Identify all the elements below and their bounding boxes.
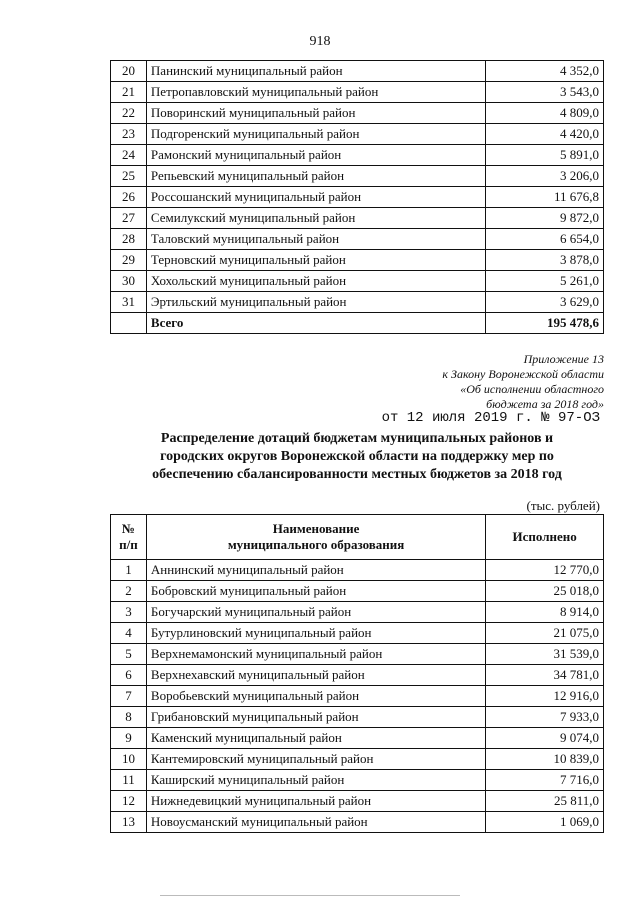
row-number: 28	[111, 229, 147, 250]
header-num-line2: п/п	[119, 537, 138, 552]
row-number: 9	[111, 728, 147, 749]
row-number: 6	[111, 665, 147, 686]
row-number: 13	[111, 812, 147, 833]
row-name: Панинский муниципальный район	[146, 61, 485, 82]
row-name: Верхнемамонский муниципальный район	[146, 644, 485, 665]
row-value: 34 781,0	[486, 665, 604, 686]
row-number: 21	[111, 82, 147, 103]
document-title	[110, 430, 604, 484]
header-value: Исполнено	[486, 515, 604, 560]
row-number: 5	[111, 644, 147, 665]
row-value: 25 018,0	[486, 581, 604, 602]
row-value: 7 716,0	[486, 770, 604, 791]
row-value: 9 074,0	[486, 728, 604, 749]
row-value: 4 809,0	[486, 103, 604, 124]
table-row	[111, 644, 604, 665]
row-name: Поворинский муниципальный район	[146, 103, 485, 124]
row-name: Воробьевский муниципальный район	[146, 686, 485, 707]
row-name: Семилукский муниципальный район	[146, 208, 485, 229]
row-name: Бутурлиновский муниципальный район	[146, 623, 485, 644]
table-row	[111, 560, 604, 581]
table-row	[111, 791, 604, 812]
row-number: 4	[111, 623, 147, 644]
row-value: 11 676,8	[486, 187, 604, 208]
appendix-line: к Закону Воронежской области	[442, 367, 604, 381]
appendix-line: Приложение 13	[523, 352, 604, 366]
row-number: 31	[111, 292, 147, 313]
appendix-header	[442, 352, 604, 412]
table-row	[111, 812, 604, 833]
table-row	[111, 208, 604, 229]
header-name	[146, 515, 485, 560]
header-num-line1: №	[121, 521, 135, 536]
row-value: 31 539,0	[486, 644, 604, 665]
row-value: 5 891,0	[486, 145, 604, 166]
row-number: 1	[111, 560, 147, 581]
row-name: Хохольский муниципальный район	[146, 271, 485, 292]
subsidies-table	[110, 514, 604, 833]
row-value: 8 914,0	[486, 602, 604, 623]
law-date-stamp: от 12 июля 2019 г. № 97-ОЗ	[381, 410, 600, 426]
row-name: Петропавловский муниципальный район	[146, 82, 485, 103]
table-row	[111, 665, 604, 686]
row-name: Кантемировский муниципальный район	[146, 749, 485, 770]
row-name: Подгоренский муниципальный район	[146, 124, 485, 145]
row-value: 12 916,0	[486, 686, 604, 707]
table-row	[111, 602, 604, 623]
row-name: Бобровский муниципальный район	[146, 581, 485, 602]
row-name: Каменский муниципальный район	[146, 728, 485, 749]
row-name: Россошанский муниципальный район	[146, 187, 485, 208]
row-number: 29	[111, 250, 147, 271]
row-number: 3	[111, 602, 147, 623]
table-row	[111, 728, 604, 749]
header-name-line2: муниципального образования	[227, 537, 405, 552]
table-row	[111, 166, 604, 187]
header-name-line1: Наименование	[272, 521, 360, 536]
row-name: Каширский муниципальный район	[146, 770, 485, 791]
row-number: 20	[111, 61, 147, 82]
table-row	[111, 187, 604, 208]
row-value: 3 878,0	[486, 250, 604, 271]
appendix-line: «Об исполнении областного	[460, 382, 604, 396]
row-number: 22	[111, 103, 147, 124]
row-number: 12	[111, 791, 147, 812]
row-value: 12 770,0	[486, 560, 604, 581]
row-value: 25 811,0	[486, 791, 604, 812]
row-name: Терновский муниципальный район	[146, 250, 485, 271]
page-bottom-divider	[160, 895, 460, 896]
row-name: Новоусманский муниципальный район	[146, 812, 485, 833]
table-row	[111, 623, 604, 644]
row-value: 7 933,0	[486, 707, 604, 728]
row-number: 26	[111, 187, 147, 208]
table-row	[111, 145, 604, 166]
row-number: 2	[111, 581, 147, 602]
row-value: 4 420,0	[486, 124, 604, 145]
title-line: городских округов Воронежской области на поддержку мер по	[160, 449, 554, 464]
table-row	[111, 292, 604, 313]
row-name: Нижнедевицкий муниципальный район	[146, 791, 485, 812]
total-value: 195 478,6	[486, 313, 604, 334]
table-row	[111, 707, 604, 728]
row-number: 10	[111, 749, 147, 770]
table-row	[111, 770, 604, 791]
total-label: Всего	[146, 313, 485, 334]
row-value: 1 069,0	[486, 812, 604, 833]
row-value: 21 075,0	[486, 623, 604, 644]
appendix-line: бюджета за 2018 год»	[486, 397, 604, 411]
units-label: (тыс. рублей)	[526, 498, 600, 513]
title-line: обеспечению сбалансированности местных бюджетов за 2018 год	[152, 467, 562, 482]
total-row	[111, 313, 604, 334]
row-number: 27	[111, 208, 147, 229]
row-name: Богучарский муниципальный район	[146, 602, 485, 623]
table-row	[111, 103, 604, 124]
row-name: Верхнехавский муниципальный район	[146, 665, 485, 686]
row-value: 9 872,0	[486, 208, 604, 229]
table-row	[111, 250, 604, 271]
row-value: 6 654,0	[486, 229, 604, 250]
table-row	[111, 271, 604, 292]
table-row	[111, 61, 604, 82]
table-row	[111, 82, 604, 103]
table-row	[111, 581, 604, 602]
header-row	[111, 515, 604, 560]
row-number: 8	[111, 707, 147, 728]
table-continuation	[110, 60, 604, 334]
row-name: Грибановский муниципальный район	[146, 707, 485, 728]
total-num-cell	[111, 313, 147, 334]
row-value: 3 629,0	[486, 292, 604, 313]
title-line: Распределение дотаций бюджетам муниципальных районов и	[160, 431, 554, 446]
row-name: Репьевский муниципальный район	[146, 166, 485, 187]
table-row	[111, 749, 604, 770]
row-value: 5 261,0	[486, 271, 604, 292]
table-row	[111, 686, 604, 707]
row-name: Рамонский муниципальный район	[146, 145, 485, 166]
table-row	[111, 124, 604, 145]
row-name: Аннинский муниципальный район	[146, 560, 485, 581]
row-value: 3 543,0	[486, 82, 604, 103]
row-name: Эртильский муниципальный район	[146, 292, 485, 313]
row-number: 24	[111, 145, 147, 166]
row-value: 3 206,0	[486, 166, 604, 187]
table-row	[111, 229, 604, 250]
row-value: 10 839,0	[486, 749, 604, 770]
row-value: 4 352,0	[486, 61, 604, 82]
row-name: Таловский муниципальный район	[146, 229, 485, 250]
page-number: 918	[309, 34, 331, 49]
row-number: 30	[111, 271, 147, 292]
header-num	[111, 515, 147, 560]
row-number: 25	[111, 166, 147, 187]
row-number: 23	[111, 124, 147, 145]
row-number: 7	[111, 686, 147, 707]
row-number: 11	[111, 770, 147, 791]
